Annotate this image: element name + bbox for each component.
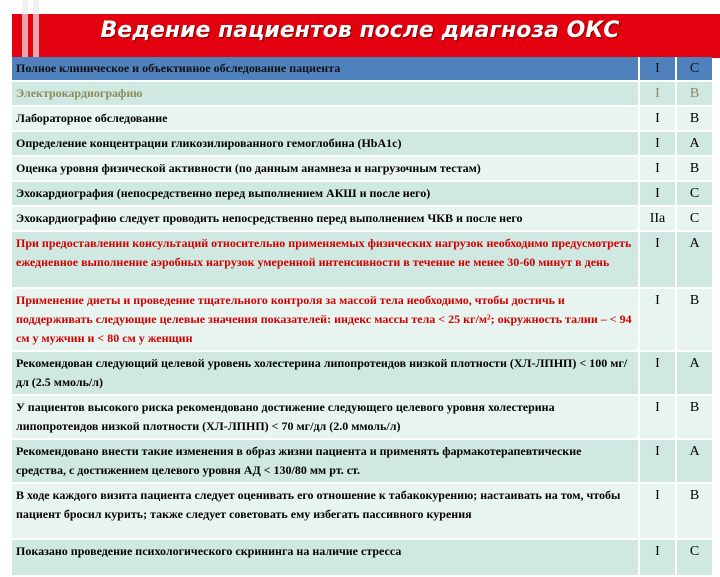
recommendation-text: Рекомендован следующий целевой уровень холестерина липопротеидов низкой плотности (ХЛ-ЛПНП) < 100 мг/дл (2.5 ммоль/л) (12, 351, 639, 395)
evidence-level: A (676, 351, 712, 395)
recommendation-text: Лабораторное обследование (12, 106, 639, 131)
recommendation-class: I (639, 483, 676, 539)
evidence-level: B (676, 106, 712, 131)
evidence-level: C (676, 57, 712, 81)
recommendation-class: I (639, 288, 676, 351)
recommendation-text: Применение диеты и проведение тщательного контроля за массой тела необходимо, чтобы достичь и поддерживать следующие целевые значения показателей: индекс массы тела < 25 кг/м²; окружность талии – < 94 см у мужчин и < 80 см у женщин (12, 288, 639, 351)
evidence-level: A (676, 231, 712, 288)
recommendation-text: Оценка уровня физической активности (по данным анамнеза и нагрузочным тестам) (12, 156, 639, 181)
evidence-level: B (676, 395, 712, 439)
table-row (12, 181, 712, 206)
recommendation-class: I (639, 181, 676, 206)
recommendation-class: I (639, 539, 676, 576)
recommendation-class: I (639, 231, 676, 288)
recommendation-class: I (639, 131, 676, 156)
recommendations-table (12, 57, 712, 577)
recommendation-class: I (639, 156, 676, 181)
recommendation-class: I (639, 351, 676, 395)
evidence-level: B (676, 483, 712, 539)
recommendation-text: Рекомендовано внести такие изменения в образ жизни пациента и применять фармакотерапевтические средства, с достижением целевого уровня АД < 130/80 мм рт. ст. (12, 439, 639, 483)
recommendation-text: Электрокардиографию (12, 81, 639, 106)
table-row (12, 288, 712, 351)
recommendation-text: Эхокардиографию следует проводить непосредственно перед выполнением ЧКВ и после него (12, 206, 639, 231)
recommendation-text: Определение концентрации гликозилированного гемоглобина (HbA1c) (12, 131, 639, 156)
table-row (12, 57, 712, 81)
evidence-level: A (676, 131, 712, 156)
recommendation-class: I (639, 439, 676, 483)
table-row (12, 156, 712, 181)
recommendation-class: IIa (639, 206, 676, 231)
recommendation-class: I (639, 57, 676, 81)
evidence-level: C (676, 206, 712, 231)
table-row (12, 131, 712, 156)
table-row (12, 351, 712, 395)
table-row (12, 539, 712, 576)
recommendation-text: При предоставлении консультаций относительно применяемых физических нагрузок необходимо предусмотреть ежедневное выполнение аэробных нагрузок умеренной интенсивности в течение не менее 30-60 минут в день (12, 231, 639, 288)
table-row (12, 206, 712, 231)
recommendation-class: I (639, 81, 676, 106)
table-row (12, 231, 712, 288)
evidence-level: B (676, 156, 712, 181)
recommendation-text: Эхокардиография (непосредственно перед выполнением АКШ и после него) (12, 181, 639, 206)
evidence-level: B (676, 288, 712, 351)
table-row (12, 106, 712, 131)
recommendation-text: В ходе каждого визита пациента следует оценивать его отношение к табакокурению; настаивать на том, чтобы пациент бросил курить; также следует советовать ему избегать пассивного курения (12, 483, 639, 539)
evidence-level: A (676, 439, 712, 483)
slide-title: Ведение пациентов после диагноза ОКС (100, 18, 620, 43)
recommendation-text: Показано проведение психологического скрининга на наличие стресса (12, 539, 639, 576)
recommendation-text: У пациентов высокого риска рекомендовано достижение следующего целевого уровня холестерина липопротеидов низкой плотности (ХЛ-ЛПНП) < 70 мг/дл (2.0 ммоль/л) (12, 395, 639, 439)
table-row (12, 483, 712, 539)
evidence-level: C (676, 539, 712, 576)
table-row (12, 81, 712, 106)
evidence-level: B (676, 81, 712, 106)
recommendation-class: I (639, 106, 676, 131)
evidence-level: C (676, 181, 712, 206)
recommendation-class: I (639, 395, 676, 439)
table-row (12, 439, 712, 483)
table-row (12, 395, 712, 439)
recommendation-text: Полное клиническое и объективное обследование пациента (12, 57, 639, 81)
